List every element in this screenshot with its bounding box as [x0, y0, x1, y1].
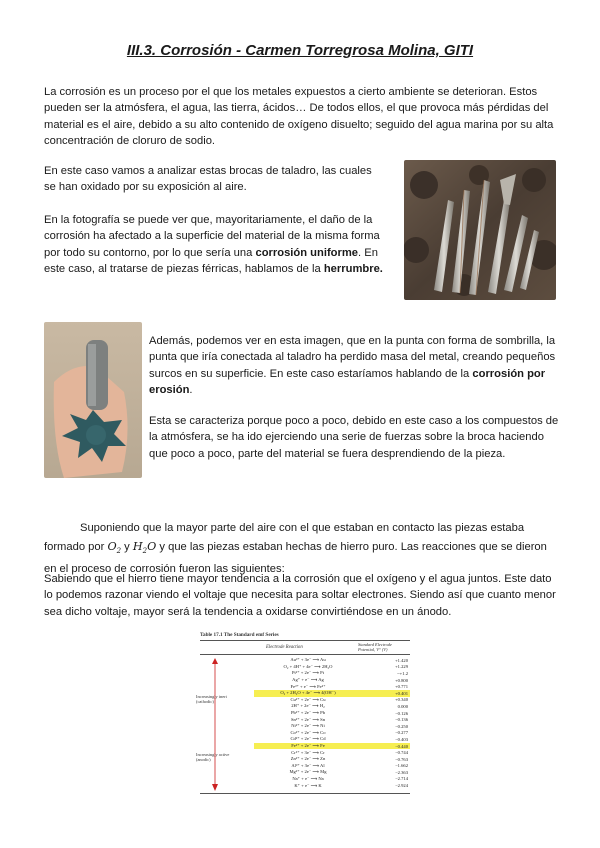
emf-potential: +0.771 [395, 684, 408, 690]
emf-row [254, 763, 410, 770]
emf-series-table [196, 632, 414, 796]
emf-row [254, 736, 410, 743]
page-title: III.3. Corrosión - Carmen Torregrosa Molina, GITI [126, 42, 474, 59]
emf-potential: −0.126 [395, 710, 408, 716]
emf-potential: −0.277 [395, 730, 408, 736]
emf-row [254, 677, 410, 684]
emf-potential: −0.403 [395, 736, 408, 742]
emf-potential: +0.340 [395, 697, 408, 703]
emf-reaction: Cu²⁺ + 2e⁻ ⟶ Cu [290, 696, 326, 702]
emf-row [254, 716, 410, 723]
emf-potential: −0.440 [362, 743, 410, 750]
reactions-paragraph: Suponiendo que la mayor parte del aire con el que estaban en contacto las piezas estaba formado por $O_2$ y $H_2O$ y que las piezas estaban hechas de hierro puro. Las reacciones que se dieron en el proceso de corrosión fueron las siguientes: [44, 522, 547, 576]
emf-reaction: Au³⁺ + 3e⁻ ⟶ Au [290, 657, 326, 663]
erosion-explanation-paragraph: Esta se caracteriza porque poco a poco, debido en este caso a los compuestos de la atmósfera, se ha ido ejerciendo una serie de fuerzas sobre la broca haciendo que poco a poco, parte del material se fuera desprendiendo de la pieza. [149, 415, 559, 460]
emf-potential: +0.401 [362, 690, 410, 697]
emf-reaction: Sn²⁺ + 2e⁻ ⟶ Sn [290, 716, 326, 722]
intro-paragraph: La corrosión es un proceso por el que los metales expuestos a cierto ambiente se deterioran. Estos pueden ser la atmósfera, el agua, las tierra, ácidos… De todos ellos, el que provoca más pérdidas del material es el aire, debido a su alto contenido de oxígeno disuelto; seguido del agua marina por su alta concentración de cloruro de sodio. [44, 86, 554, 148]
emf-potential: +1.420 [395, 657, 408, 663]
emf-reaction: K⁺ + e⁻ ⟶ K [294, 782, 322, 788]
side-label-anodic: Increasingly active (anodic) [196, 752, 230, 762]
side-label-cathodic: Increasingly inert (cathodic) [196, 694, 227, 704]
emf-reaction: 2H⁺ + 2e⁻ ⟶ H₂ [291, 703, 325, 709]
emf-potential: −0.250 [395, 723, 408, 729]
emf-row [254, 664, 410, 671]
drill-bits-photo [404, 160, 556, 300]
column-header-potential: Standard Electrode Potential, V° (V) [358, 642, 392, 652]
column-header-reaction: Electrode Reaction [266, 645, 303, 650]
emf-row [254, 683, 410, 690]
emf-row [254, 782, 410, 789]
emf-row [254, 743, 410, 750]
tendency-arrow-icon [210, 658, 220, 792]
emf-reaction: Mg²⁺ + 2e⁻ ⟶ Mg [289, 769, 327, 775]
emf-row [254, 749, 410, 756]
emf-potential: −2.924 [395, 783, 408, 789]
emf-reaction: O₂ + 2H₂O + 4e⁻ ⟶ 4(OH⁻) [254, 690, 362, 697]
emf-potential: −2.714 [395, 776, 408, 782]
emf-reaction: Al³⁺ + 3e⁻ ⟶ Al [291, 762, 325, 768]
term-uniform-corrosion: corrosión uniforme [255, 246, 359, 259]
emf-potential: −2.363 [395, 769, 408, 775]
emf-row [254, 756, 410, 763]
emf-row [254, 703, 410, 710]
emf-reaction: O₂ + 4H⁺ + 4e⁻ ⟶ 2H₂O [283, 663, 333, 669]
emf-row [254, 670, 410, 677]
emf-reaction: Cr³⁺ + 3e⁻ ⟶ Cr [291, 749, 325, 755]
emf-potential: ~+1.2 [397, 670, 408, 676]
emf-reaction: Fe³⁺ + e⁻ ⟶ Fe²⁺ [290, 683, 326, 689]
emf-potential: +0.800 [395, 677, 408, 683]
emf-potential: −1.662 [395, 763, 408, 769]
emf-reaction: Cd²⁺ + 2e⁻ ⟶ Cd [290, 736, 326, 742]
table-caption: Table 17.1 The Standard emf Series [200, 632, 279, 638]
emf-potential: −0.763 [395, 756, 408, 762]
term-rust: herrumbre. [323, 263, 383, 276]
emf-potential: −0.136 [395, 717, 408, 723]
emf-row [254, 657, 410, 664]
emf-row [254, 776, 410, 783]
emf-row [254, 697, 410, 704]
emf-reaction: Ni²⁺ + 2e⁻ ⟶ Ni [291, 723, 325, 729]
uniform-corrosion-paragraph: En la fotografía se puede ver que, mayoritariamente, el daño de la corrosión ha afectado a la superficie del material de la misma forma por todo su contorno, por lo que sería una corrosión uniforme. En este caso, al tratarse de piezas férricas, hablamos de la herrumbre. [44, 214, 383, 276]
emf-row [254, 730, 410, 737]
emf-row [254, 690, 410, 697]
water-formula: $H_2O$ [132, 539, 157, 555]
emf-reaction: Pb²⁺ + 2e⁻ ⟶ Pb [290, 710, 326, 716]
emf-reaction: Zn²⁺ + 2e⁻ ⟶ Zn [290, 756, 326, 762]
emf-row [254, 769, 410, 776]
umbrella-bit-photo [44, 322, 142, 478]
emf-potential: +1.229 [395, 664, 408, 670]
erosion-paragraph: Además, podemos ver en esta imagen, que en la punta con forma de sombrilla, la punta que iría conectada al taladro ha perdido masa del metal, creando pequeños surcos en su superficie. En este caso estaríamos hablando de la corrosión por erosión. [149, 335, 556, 397]
emf-reaction: Co²⁺ + 2e⁻ ⟶ Co [290, 729, 326, 735]
drill-bits-paragraph: En este caso vamos a analizar estas brocas de taladro, las cuales se han oxidado por su exposición al aire. [44, 165, 372, 194]
emf-potential: −0.744 [395, 750, 408, 756]
emf-reaction: Pt²⁺ + 2e⁻ ⟶ Pt [292, 670, 324, 676]
term-erosion-corrosion: corrosión por erosión [149, 367, 546, 397]
emf-potential: 0.000 [397, 703, 408, 709]
emf-reaction: Ag⁺ + e⁻ ⟶ Ag [292, 677, 324, 683]
emf-row [254, 710, 410, 717]
emf-rows [254, 657, 410, 789]
emf-reaction: Na⁺ + e⁻ ⟶ Na [292, 775, 324, 781]
emf-row [254, 723, 410, 730]
emf-reaction: Fe²⁺ + 2e⁻ ⟶ Fe [254, 743, 362, 750]
iron-tendency-paragraph: Sabiendo que el hierro tiene mayor tendencia a la corrosión que el oxígeno y el agua juntos. Este dato lo podemos razonar viendo el voltaje que necesita para soltar electrones. Siendo así que cuanto menor sea dicho voltaje, mayor será la tendencia a oxidarse convirtiéndose en un ánodo. [44, 573, 556, 618]
oxygen-formula: $O_2$ [107, 539, 122, 555]
